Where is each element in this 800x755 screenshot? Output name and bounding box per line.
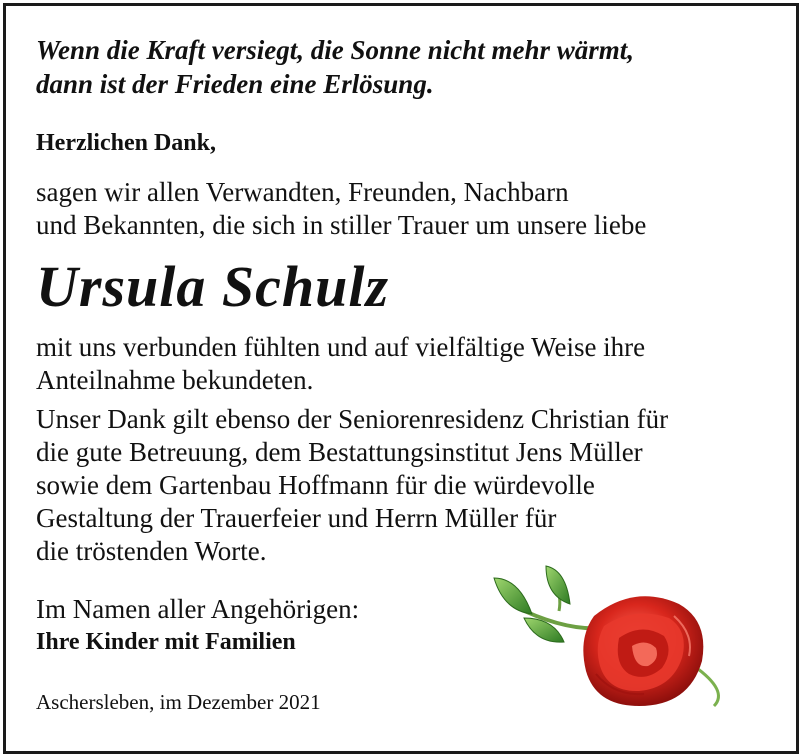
text-line: und Bekannten, die sich in stiller Trauer um unsere liebe (36, 210, 647, 240)
acknowledgement-text (36, 403, 668, 568)
text-line: Gestaltung der Trauerfeier und Herrn Müller für (36, 503, 557, 533)
quote (36, 33, 634, 101)
text-line: mit uns verbunden fühlten und auf vielfältige Weise ihre (36, 332, 646, 362)
signature-intro: Im Namen aller Angehörigen: (36, 594, 360, 624)
text-line: Anteilnahme bekundeten. (36, 365, 314, 395)
text-line: die gute Betreuung, dem Bestattungsinstitut Jens Müller (36, 437, 643, 467)
rose-icon (484, 556, 734, 716)
obituary-notice (3, 3, 799, 754)
text-line: Unser Dank gilt ebenso der Seniorenresidenz Christian für (36, 404, 669, 434)
sympathy-text (36, 331, 645, 397)
thanks-text (36, 176, 646, 242)
text-line: die tröstenden Worte. (36, 536, 267, 566)
deceased-name: Ursula Schulz (36, 254, 390, 319)
signature: Ihre Kinder mit Familien (36, 629, 296, 655)
quote-line: Wenn die Kraft versiegt, die Sonne nicht mehr wärmt, (36, 35, 635, 65)
quote-line: dann ist der Frieden eine Erlösung. (36, 69, 434, 99)
thanks-heading: Herzlichen Dank, (36, 130, 216, 156)
place-date: Aschersleben, im Dezember 2021 (36, 690, 321, 714)
text-line: sagen wir allen Verwandten, Freunden, Nachbarn (36, 177, 569, 207)
text-line: sowie dem Gartenbau Hoffmann für die würdevolle (36, 470, 595, 500)
